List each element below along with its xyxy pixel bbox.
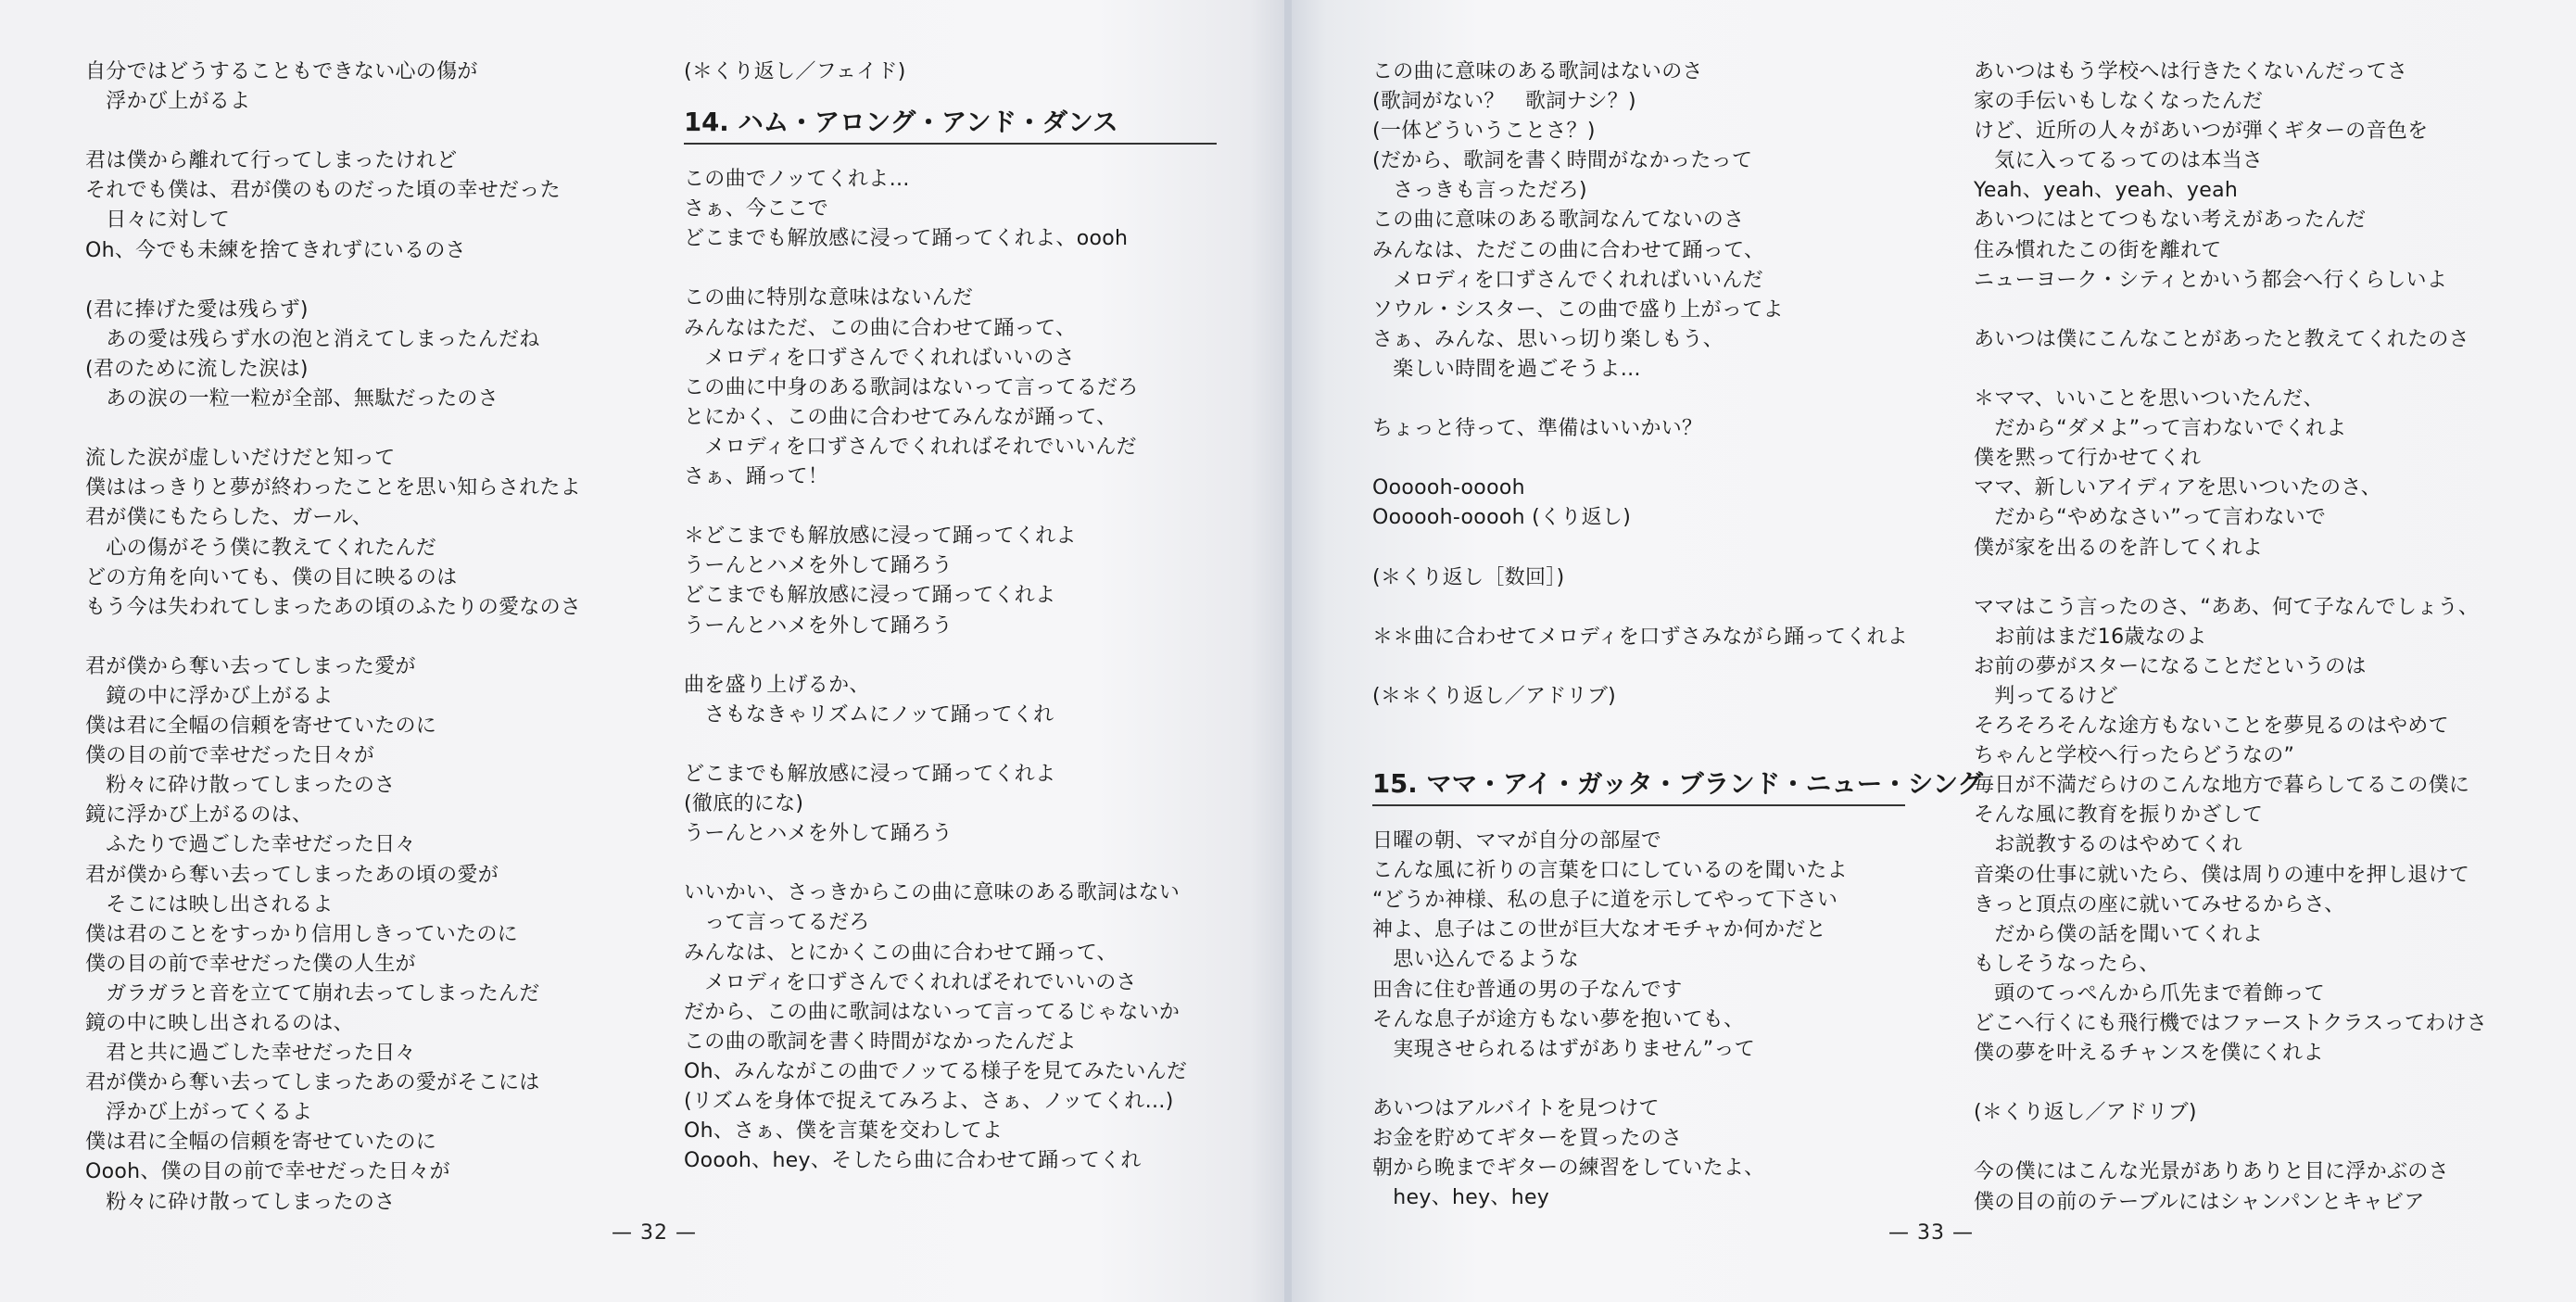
lyric-line: 鏡に浮かび上がるのは、 xyxy=(85,803,313,828)
lyrics-column-2 xyxy=(684,57,1240,1176)
lyric-line: 日曜の朝、ママが自分の部屋で xyxy=(1372,829,1662,853)
lyric-line: お前はまだ16歳なのよ xyxy=(1974,625,2207,649)
lyric-line: (一体どういうことさ？) xyxy=(1372,120,1596,144)
lyric-line: 僕ははっきりと夢が終わったことを思い知らされたよ xyxy=(85,476,581,500)
lyric-line: Ooooh、hey、そしたら曲に合わせて踊ってくれ xyxy=(684,1149,1142,1173)
blank-line xyxy=(1974,1068,2530,1098)
lyric-line: Oh、みんながこの曲でノッてる様子を見てみたいんだ xyxy=(684,1059,1188,1083)
song-title: 14. ハム・アロング・アンド・ダンス xyxy=(684,104,1217,145)
lyric-line: 曲を盛り上げるか、 xyxy=(684,673,870,697)
lyric-line: 田舎に住む普通の男の子なんです xyxy=(1372,978,1683,1002)
lyric-line: あいつは僕にこんなことがあったと教えてくれたのさ xyxy=(1974,327,2469,351)
blank-line xyxy=(1372,444,1928,474)
page-number-left: — 32 — xyxy=(612,1221,697,1245)
lyric-line: どこまでも解放感に浸って踊ってくれよ、oooh xyxy=(684,227,1129,251)
blank-line xyxy=(85,266,641,296)
lyric-line: 鏡の中に浮かび上がるよ xyxy=(85,684,334,708)
blank-line xyxy=(684,641,1240,671)
lyric-line: 粉々に砕け散ってしまったのさ xyxy=(85,774,396,798)
blank-line xyxy=(85,117,641,146)
lyric-line: hey、hey、hey xyxy=(1372,1186,1550,1210)
lyric-line: うーんとハメを外して踊ろう xyxy=(684,613,953,638)
lyrics-column-3 xyxy=(1372,57,1984,1213)
lyric-line: ＊＊曲に合わせてメロディを口ずさみながら踊ってくれよ xyxy=(1372,625,1909,649)
lyric-line: (徹底的にな) xyxy=(684,792,804,816)
lyric-line: 楽しい時間を過ごそうよ… xyxy=(1372,357,1641,381)
lyric-line: 浮かび上がるよ xyxy=(85,90,251,114)
lyric-line: あの涙の一粒一粒が全部、無駄だったのさ xyxy=(85,387,499,411)
lyric-line: そんな息子が途方もない夢を抱いても、 xyxy=(1372,1007,1745,1031)
lyric-line: さっきも言っただろ) xyxy=(1372,179,1587,203)
lyric-line: (リズムを身体で捉えてみろよ、さぁ、ノッてくれ…) xyxy=(684,1090,1174,1113)
lyric-line: 僕の目の前で幸せだった僕の人生が xyxy=(85,952,416,976)
lyric-line: (＊＊くり返し／アドリブ) xyxy=(1372,684,1617,708)
lyric-line: きっと頂点の座に就いてみせるからさ、 xyxy=(1974,892,2345,916)
lyric-line: そこには映し出されるよ xyxy=(85,892,334,916)
lyric-line: 浮かび上がってくるよ xyxy=(85,1101,313,1125)
lyric-line: ＊どこまでも解放感に浸って踊ってくれよ xyxy=(684,525,1077,549)
lyric-line: あいつはアルバイトを見つけて xyxy=(1372,1096,1660,1120)
blank-line xyxy=(684,254,1240,284)
lyric-line: うーんとハメを外して踊ろう xyxy=(684,554,953,578)
lyric-line: 君が僕にもたらした、ガール、 xyxy=(85,506,373,530)
lyric-line: この曲に中身のある歌詞はないって言ってるだろ xyxy=(684,375,1139,399)
lyric-line: 心の傷がそう僕に教えてくれたんだ xyxy=(85,536,437,560)
lyrics-column-1 xyxy=(85,57,641,1218)
lyric-line: もしそうなったら、 xyxy=(1974,952,2160,976)
lyric-line: 僕は君のことをすっかり信用しきっていたのに xyxy=(85,922,518,946)
lyric-line: 君が僕から奪い去ってしまったあの頃の愛が xyxy=(85,863,499,887)
lyric-line: みんなは、ただこの曲に合わせて踊って、 xyxy=(1372,238,1765,262)
lyric-line: 僕が家を出るのを許してくれよ xyxy=(1974,536,2264,560)
lyric-line: 僕は君に全幅の信頼を寄せていたのに xyxy=(85,714,437,739)
lyric-line: 判ってるけど xyxy=(1974,684,2119,708)
lyric-line: 実現させられるはずがありません”って xyxy=(1372,1037,1756,1061)
lyric-line: ニューヨーク・シティとかいう都会へ行くらしいよ xyxy=(1974,268,2448,292)
lyric-line: (＊くり返し／フェイド) xyxy=(684,60,906,83)
lyric-line: ガラガラと音を立てて崩れ去ってしまったんだ xyxy=(85,981,540,1005)
lyric-line: 君が僕から奪い去ってしまったあの愛がそこには xyxy=(85,1071,540,1095)
lyric-line: お説教するのはやめてくれ xyxy=(1974,833,2242,857)
lyric-line: 毎日が不満だらけのこんな地方で暮らしてるこの僕に xyxy=(1974,774,2470,798)
lyric-line: 鏡の中に映し出されるのは、 xyxy=(85,1012,354,1035)
lyric-line: Oh、今でも未練を捨てきれずにいるのさ xyxy=(85,238,466,262)
lyric-line: “どうか神様、私の息子に道を示してやって下さい xyxy=(1372,889,1838,913)
lyric-line: (だから、歌詞を書く時間がなかったって xyxy=(1372,149,1753,173)
lyric-line: さもなきゃリズムにノッて踊ってくれ xyxy=(684,702,1054,727)
lyric-line: ふたりで過ごした幸せだった日々 xyxy=(85,833,416,857)
lyric-line: どこまでも解放感に浸って踊ってくれよ xyxy=(684,762,1056,786)
blank-line xyxy=(1974,563,2530,593)
lyric-line: 自分ではどうすることもできない心の傷が xyxy=(85,60,478,83)
blank-line xyxy=(1372,652,1928,682)
lyric-line: あいつはもう学校へは行きたくないんだってさ xyxy=(1974,60,2408,83)
lyric-line: 神よ、息子はこの世が巨大なオモチャか何かだと xyxy=(1372,918,1826,942)
lyric-line: さぁ、今ここで xyxy=(684,197,829,221)
lyric-line: (歌詞がない？ 歌詞ナシ？) xyxy=(1372,90,1636,114)
lyric-line: どの方角を向いても、僕の目に映るのは xyxy=(85,565,458,589)
lyric-line: 気に入ってるってのは本当さ xyxy=(1974,149,2264,173)
lyric-line: そろそろそんな途方もないことを夢見るのはやめて xyxy=(1974,714,2449,739)
page-number-right: — 33 — xyxy=(1888,1221,1974,1245)
lyric-line: 今の僕にはこんな光景がありありと目に浮かぶのさ xyxy=(1974,1160,2449,1184)
lyric-line: うーんとハメを外して踊ろう xyxy=(684,822,953,846)
blank-line xyxy=(684,849,1240,879)
lyric-line: ＊ママ、いいことを思いついたんだ、 xyxy=(1974,387,2324,411)
lyric-line: メロディを口ずさんでくれればいいのさ xyxy=(684,346,1075,370)
lyric-line: Oooooh-ooooh (くり返し) xyxy=(1372,506,1632,530)
section-spacer xyxy=(1372,712,1928,749)
lyric-line: Oooh、僕の目の前で幸せだった日々が xyxy=(85,1160,450,1184)
lyric-line: もう今は失われてしまったあの頃のふたりの愛なのさ xyxy=(85,595,582,619)
lyric-line: ママ、新しいアイディアを思いついたのさ、 xyxy=(1974,476,2382,500)
lyric-line: って言ってるだろ xyxy=(684,911,870,935)
lyric-line: 僕の目の前のテーブルにはシャンパンとキャビア xyxy=(1974,1190,2425,1214)
lyric-line: メロディを口ずさんでくれればいいんだ xyxy=(1372,268,1763,292)
lyric-line: この曲に意味のある歌詞なんてないのさ xyxy=(1372,209,1745,233)
blank-line xyxy=(85,623,641,652)
lyric-line: 音楽の仕事に就いたら、僕は周りの連中を押し退けて xyxy=(1974,863,2470,887)
lyric-line: ちゃんと学校へ行ったらどうなの” xyxy=(1974,744,2295,768)
lyric-line: どこまでも解放感に浸って踊ってくれよ xyxy=(684,584,1056,608)
lyric-line: どこへ行くにも飛行機ではファーストクラスってわけさ xyxy=(1974,1012,2488,1035)
lyric-line: この曲の歌詞を書く時間がなかったんだよ xyxy=(684,1030,1077,1054)
lyric-line: 僕は君に全幅の信頼を寄せていたのに xyxy=(85,1131,437,1155)
blank-line xyxy=(1974,296,2530,325)
lyric-line: 朝から晩までギターの練習をしていたよ、 xyxy=(1372,1157,1765,1181)
lyric-line: 君が僕から奪い去ってしまった愛が xyxy=(85,654,416,678)
lyrics-column-4 xyxy=(1974,57,2530,1218)
blank-line xyxy=(684,730,1240,760)
lyric-line: 住み慣れたこの街を離れて xyxy=(1974,238,2222,262)
lyric-line: Oooooh-ooooh xyxy=(1372,476,1525,500)
lyric-line: さぁ、みんな、思いっ切り楽しもう、 xyxy=(1372,327,1724,351)
lyric-line: この曲に意味のある歌詞はないのさ xyxy=(1372,60,1703,83)
lyric-line: 僕の夢を叶えるチャンスを僕にくれよ xyxy=(1974,1042,2324,1066)
lyric-line: 粉々に砕け散ってしまったのさ xyxy=(85,1190,396,1214)
book-gutter xyxy=(1284,0,1292,1302)
lyric-line: この曲に特別な意味はないんだ xyxy=(684,286,974,310)
blank-line xyxy=(1974,355,2530,385)
lyric-line: Yeah、yeah、yeah、yeah xyxy=(1974,179,2239,203)
lyric-line: お金を貯めてギターを買ったのさ xyxy=(1372,1127,1683,1150)
lyric-line: 君と共に過ごした幸せだった日々 xyxy=(85,1042,416,1066)
lyric-line: ちょっと待って、準備はいいかい？ xyxy=(1372,417,1703,441)
lyric-line: けど、近所の人々があいつが弾くギターの音色を xyxy=(1974,120,2429,144)
lyric-line: だから“ダメよ”って言わないでくれよ xyxy=(1974,417,2347,441)
lyric-line: Oh、さぁ、僕を言葉を交わしてよ xyxy=(684,1119,1004,1144)
lyric-line: あの愛は残らず水の泡と消えてしまったんだね xyxy=(85,327,540,351)
lyric-line: こんな風に祈りの言葉を口にしているのを聞いたよ xyxy=(1372,859,1848,883)
lyric-line: だから“やめなさい”って言わないで xyxy=(1974,506,2327,530)
lyric-line: そんな風に教育を振りかざして xyxy=(1974,803,2264,828)
lyric-line: 思い込んでるような xyxy=(1372,948,1580,972)
lyric-line: みんなは、とにかくこの曲に合わせて踊って、 xyxy=(684,941,1118,965)
lyric-line: 日々に対して xyxy=(85,209,231,233)
blank-line xyxy=(1372,534,1928,563)
lyric-line: いいかい、さっきからこの曲に意味のある歌詞はない xyxy=(684,881,1181,905)
song-title: 15. ママ・アイ・ガッタ・ブランド・ニュー・シング xyxy=(1372,765,1905,806)
lyric-line: 流した涙が虚しいだけだと知って xyxy=(85,447,396,471)
blank-line xyxy=(1372,385,1928,414)
lyric-line: メロディを口ずさんでくれればそれでいいんだ xyxy=(684,435,1137,459)
lyric-line: だから、この曲に歌詞はないって言ってるじゃないか xyxy=(684,1000,1181,1024)
lyric-line: (君に捧げた愛は残らず) xyxy=(85,297,309,322)
lyric-line: とにかく、この曲に合わせてみんなが踊って、 xyxy=(684,405,1118,429)
lyric-line: それでも僕は、君が僕のものだった頃の幸せだった xyxy=(85,179,561,203)
lyric-line: (君のために流した涙は) xyxy=(85,357,309,381)
blank-line xyxy=(1974,1128,2530,1157)
lyric-line: さぁ、踊って！ xyxy=(684,465,829,489)
lyric-line: みんなはただ、この曲に合わせて踊って、 xyxy=(684,316,1077,340)
lyric-line: 僕の目の前で幸せだった日々が xyxy=(85,744,375,768)
blank-line xyxy=(85,414,641,444)
blank-line xyxy=(1372,1065,1928,1094)
lyric-line: メロディを口ずさんでくれればそれでいいのさ xyxy=(684,970,1137,994)
lyric-line: 僕を黙って行かせてくれ xyxy=(1974,447,2202,471)
right-page xyxy=(1288,0,2576,1302)
lyric-line: あいつにはとてつもない考えがあったんだ xyxy=(1974,209,2367,233)
lyric-line: 頭のてっぺんから爪先まで着飾って xyxy=(1974,981,2326,1005)
lyric-line: 君は僕から離れて行ってしまったけれど xyxy=(85,149,458,173)
lyric-line: だから僕の話を聞いてくれよ xyxy=(1974,922,2264,946)
lyric-line: お前の夢がスターになることだというのは xyxy=(1974,654,2367,678)
lyric-line: 家の手伝いもしなくなったんだ xyxy=(1974,90,2264,114)
blank-line xyxy=(684,492,1240,522)
lyric-line: (＊くり返し［数回］) xyxy=(1372,565,1565,589)
lyric-line: ママはこう言ったのさ、“ああ、何て子なんでしょう、 xyxy=(1974,595,2480,619)
lyric-line: ソウル・シスター、この曲で盛り上がってよ xyxy=(1372,297,1784,322)
blank-line xyxy=(1372,593,1928,623)
lyric-line: (＊くり返し／アドリブ) xyxy=(1974,1101,2197,1125)
lyric-line: この曲でノッてくれよ… xyxy=(684,168,910,192)
